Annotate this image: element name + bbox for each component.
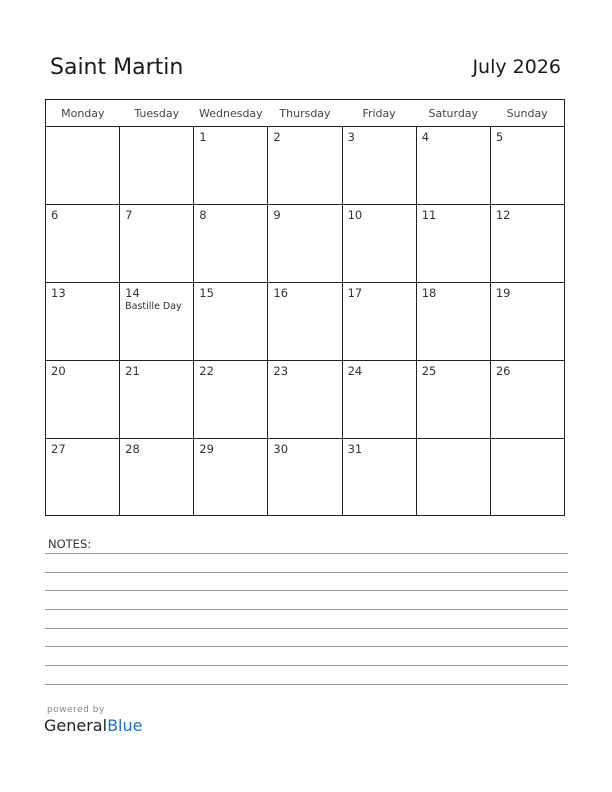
day-cell — [416, 283, 490, 361]
day-cell — [490, 283, 564, 361]
weekday-sunday: Sunday — [490, 100, 564, 127]
holiday-label: Bastille Day — [125, 301, 182, 312]
note-line — [45, 684, 568, 685]
day-cell — [342, 439, 416, 516]
day-number: 31 — [347, 442, 363, 456]
week-row — [46, 361, 565, 439]
calendar-month-title: July 2026 — [472, 56, 561, 78]
day-cell — [120, 361, 194, 439]
note-line — [45, 665, 568, 666]
day-number — [491, 439, 564, 442]
day-number — [46, 127, 119, 130]
day-cell — [120, 439, 194, 516]
weekday-header-row — [46, 100, 565, 127]
day-number: 21 — [125, 364, 140, 378]
week-row — [46, 283, 565, 361]
logo-text-blue: Blue — [107, 716, 143, 735]
day-cell — [416, 205, 490, 283]
day-number: 29 — [199, 442, 214, 456]
day-cell — [120, 283, 194, 361]
day-number: 9 — [273, 208, 281, 222]
day-cell — [268, 127, 342, 205]
note-line — [45, 628, 568, 629]
day-number: 4 — [421, 130, 430, 144]
day-number: 12 — [495, 208, 511, 222]
day-cell — [490, 127, 564, 205]
day-number: 5 — [495, 130, 504, 144]
day-number: 14 — [125, 286, 140, 300]
day-number: 25 — [421, 364, 437, 378]
day-cell — [46, 205, 120, 283]
powered-by-text: powered by — [47, 705, 105, 715]
day-cell — [120, 205, 194, 283]
day-number: 28 — [125, 442, 140, 456]
day-number: 2 — [273, 130, 281, 144]
day-cell — [490, 205, 564, 283]
day-cell — [268, 283, 342, 361]
day-number: 16 — [273, 286, 289, 300]
calendar-grid — [45, 99, 565, 516]
day-number — [417, 439, 490, 442]
day-cell — [46, 439, 120, 516]
day-number: 1 — [199, 130, 207, 144]
week-row — [46, 439, 565, 516]
note-line — [45, 572, 568, 573]
day-number: 19 — [495, 286, 511, 300]
day-cell — [416, 439, 490, 516]
day-cell — [46, 127, 120, 205]
calendar-country-title: Saint Martin — [50, 55, 184, 80]
day-number: 27 — [51, 442, 66, 456]
day-number: 20 — [51, 364, 66, 378]
day-number: 3 — [347, 130, 355, 144]
weekday-saturday: Saturday — [416, 100, 490, 127]
day-number: 18 — [421, 286, 437, 300]
notes-label: NOTES: — [48, 537, 92, 551]
day-number: 22 — [199, 364, 214, 378]
day-cell — [342, 127, 416, 205]
day-number: 6 — [51, 208, 59, 222]
weekday-thursday: Thursday — [268, 100, 342, 127]
weekday-friday: Friday — [342, 100, 416, 127]
day-cell — [194, 127, 268, 205]
day-cell — [194, 361, 268, 439]
day-cell — [268, 205, 342, 283]
day-cell — [120, 127, 194, 205]
day-cell — [342, 283, 416, 361]
day-number: 8 — [199, 208, 207, 222]
weekday-tuesday: Tuesday — [120, 100, 194, 127]
day-number: 17 — [347, 286, 363, 300]
day-number: 10 — [347, 208, 363, 222]
weekday-monday: Monday — [46, 100, 120, 127]
day-cell — [194, 283, 268, 361]
note-line — [45, 646, 568, 647]
day-cell — [268, 439, 342, 516]
note-line — [45, 553, 568, 554]
day-cell — [490, 361, 564, 439]
day-cell — [416, 361, 490, 439]
day-cell — [268, 361, 342, 439]
day-cell — [46, 361, 120, 439]
day-number: 7 — [125, 208, 133, 222]
week-row — [46, 205, 565, 283]
day-cell — [342, 361, 416, 439]
day-number: 24 — [347, 364, 363, 378]
note-line — [45, 590, 568, 591]
note-line — [45, 609, 568, 610]
weekday-wednesday: Wednesday — [194, 100, 268, 127]
generalblue-logo — [44, 716, 142, 735]
day-number: 23 — [273, 364, 289, 378]
day-number: 15 — [199, 286, 214, 300]
day-cell — [342, 205, 416, 283]
logo-text-general: General — [44, 716, 108, 735]
day-number: 30 — [273, 442, 289, 456]
day-cell — [490, 439, 564, 516]
day-cell — [46, 283, 120, 361]
day-cell — [194, 205, 268, 283]
day-number: 26 — [495, 364, 511, 378]
day-cell — [194, 439, 268, 516]
day-number: 11 — [421, 208, 437, 222]
day-cell — [416, 127, 490, 205]
day-number — [120, 127, 193, 130]
week-row — [46, 127, 565, 205]
day-number: 13 — [51, 286, 66, 300]
